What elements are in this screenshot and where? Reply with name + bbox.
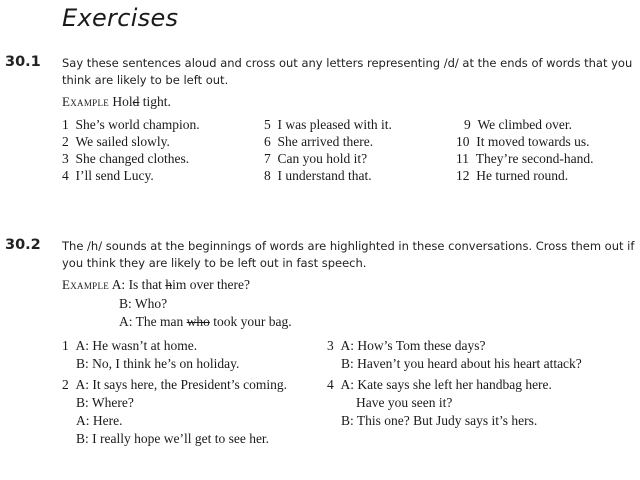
sentence-item-7: 7 Can you hold it? (264, 151, 368, 166)
example-text-pre: Hol (112, 94, 133, 109)
sentence-item-3: 3 She changed clothes. (62, 151, 190, 166)
dialogue-1-line-2: B: No, I think he’s on holiday. (76, 356, 240, 371)
example-struck-who: who (186, 314, 210, 329)
dialogue-2-line-2: B: Where? (76, 395, 134, 410)
dialogue-2-line-4: B: I really hope we’ll get to see her. (76, 431, 270, 446)
exercise-30-1-instruction-line2: think are likely to be left out. (62, 73, 229, 87)
exercise-30-2-example-line3: A: The man who took your bag. (119, 314, 292, 329)
sentence-item-9: 9 We climbed over. (464, 117, 573, 132)
sentence-item-12: 12 He turned round. (456, 168, 569, 183)
sentence-item-11: 11 They’re second-hand. (456, 151, 594, 166)
sentence-item-4: 4 I’ll send Lucy. (62, 168, 154, 183)
sentence-item-6: 6 She arrived there. (264, 134, 374, 149)
sentence-item-8: 8 I understand that. (264, 168, 372, 183)
exercise-number-30-1: 30.1 (5, 54, 41, 70)
dialogue-4-line-2: Have you seen it? (356, 395, 453, 410)
example-struck-letter: d (132, 94, 140, 109)
page-title: Exercises (62, 4, 179, 32)
example-label: Example (62, 277, 110, 292)
exercise-30-1-instruction-line1: Say these sentences aloud and cross out any letters representing /d/ at the ends of words that you (62, 56, 633, 70)
example-text-post: tight. (139, 94, 171, 109)
exercise-30-2-example-line2: B: Who? (119, 296, 168, 311)
exercise-30-2-instruction-line1: The /h/ sounds at the beginnings of words are highlighted in these conversations. Cross them out if (62, 239, 635, 253)
sentence-item-5: 5 I was pleased with it. (264, 117, 392, 132)
exercise-number-30-2: 30.2 (5, 237, 41, 253)
exercise-30-2-instruction-line2: you think they are likely to be left out in fast speech. (62, 256, 367, 270)
dialogue-3-line-2: B: Haven’t you heard about his heart attack? (341, 356, 582, 371)
dialogue-2-line-3: A: Here. (76, 413, 123, 428)
dialogue-2-line-1: 2 A: It says here, the President’s coming. (62, 377, 287, 392)
dialogue-1-line-1: 1 A: He wasn’t at home. (62, 338, 198, 353)
sentence-item-2: 2 We sailed slowly. (62, 134, 170, 149)
dialogue-3-line-1: 3 A: How’s Tom these days? (327, 338, 486, 353)
exercise-30-1-example (62, 94, 171, 110)
example-struck-h: h (165, 277, 173, 292)
sentence-item-10: 10 It moved towards us. (456, 134, 590, 149)
sentence-item-1: 1 She’s world champion. (62, 117, 200, 132)
example-label: Example (62, 94, 110, 109)
dialogue-4-line-3: B: This one? But Judy says it’s hers. (341, 413, 538, 428)
exercise-30-2-example-line1: Example A: Is that him over there? (62, 277, 251, 292)
dialogue-4-line-1: 4 A: Kate says she left her handbag here. (327, 377, 552, 392)
